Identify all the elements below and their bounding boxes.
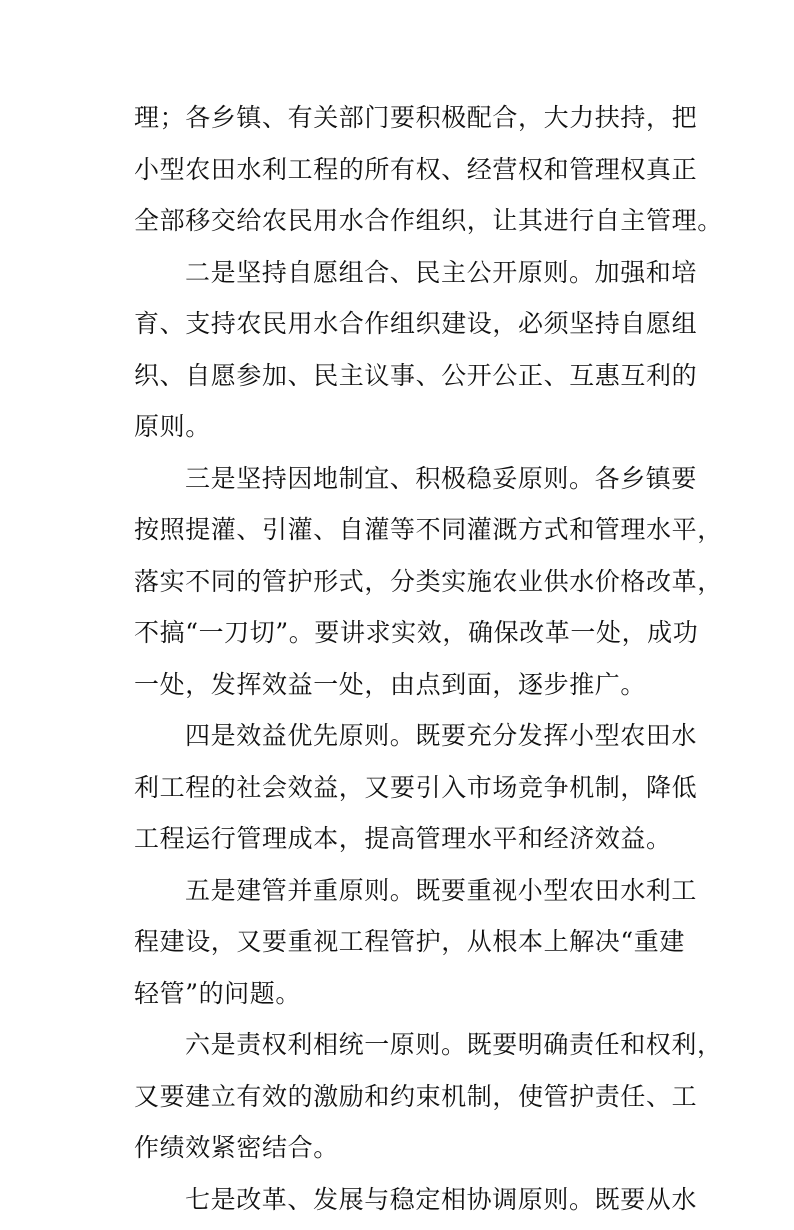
text-line: 一处，发挥效益一处，由点到面，逐步推广。 [134, 664, 674, 716]
paragraph-start-line: 六是责权利相统一原则。既要明确责任和权利， [134, 1024, 674, 1076]
text-line: 轻管”的问题。 [134, 973, 674, 1025]
paragraph-start-line: 四是效益优先原则。既要充分发挥小型农田水 [134, 715, 674, 767]
text-line: 育、支持农民用水合作组织建设，必须坚持自愿组 [134, 303, 674, 355]
text-line: 工程运行管理成本，提高管理水平和经济效益。 [134, 818, 674, 870]
text-line: 不搞“一刀切”。要讲求实效，确保改革一处，成功 [134, 612, 674, 664]
text-line: 作绩效紧密结合。 [134, 1127, 674, 1179]
text-line: 落实不同的管护形式，分类实施农业供水价格改革， [134, 561, 674, 613]
document-body [134, 97, 674, 1230]
paragraph-start-line: 二是坚持自愿组合、民主公开原则。加强和培 [134, 252, 674, 304]
text-line: 利工程的社会效益，又要引入市场竞争机制，降低 [134, 767, 674, 819]
text-line: 按照提灌、引灌、自灌等不同灌溉方式和管理水平， [134, 509, 674, 561]
paragraph-start-line: 七是改革、发展与稳定相协调原则。既要从水 [134, 1179, 674, 1230]
paragraph-start-line: 三是坚持因地制宜、积极稳妥原则。各乡镇要 [134, 458, 674, 510]
text-line: 小型农田水利工程的所有权、经营权和管理权真正 [134, 149, 674, 201]
text-line: 织、自愿参加、民主议事、公开公正、互惠互利的 [134, 355, 674, 407]
text-line: 原则。 [134, 406, 674, 458]
text-line: 理；各乡镇、有关部门要积极配合，大力扶持，把 [134, 97, 674, 149]
text-line: 又要建立有效的激励和约束机制，使管护责任、工 [134, 1076, 674, 1128]
text-line: 全部移交给农民用水合作组织，让其进行自主管理。 [134, 200, 674, 252]
text-line: 程建设，又要重视工程管护，从根本上解决“重建 [134, 921, 674, 973]
paragraph-start-line: 五是建管并重原则。既要重视小型农田水利工 [134, 870, 674, 922]
